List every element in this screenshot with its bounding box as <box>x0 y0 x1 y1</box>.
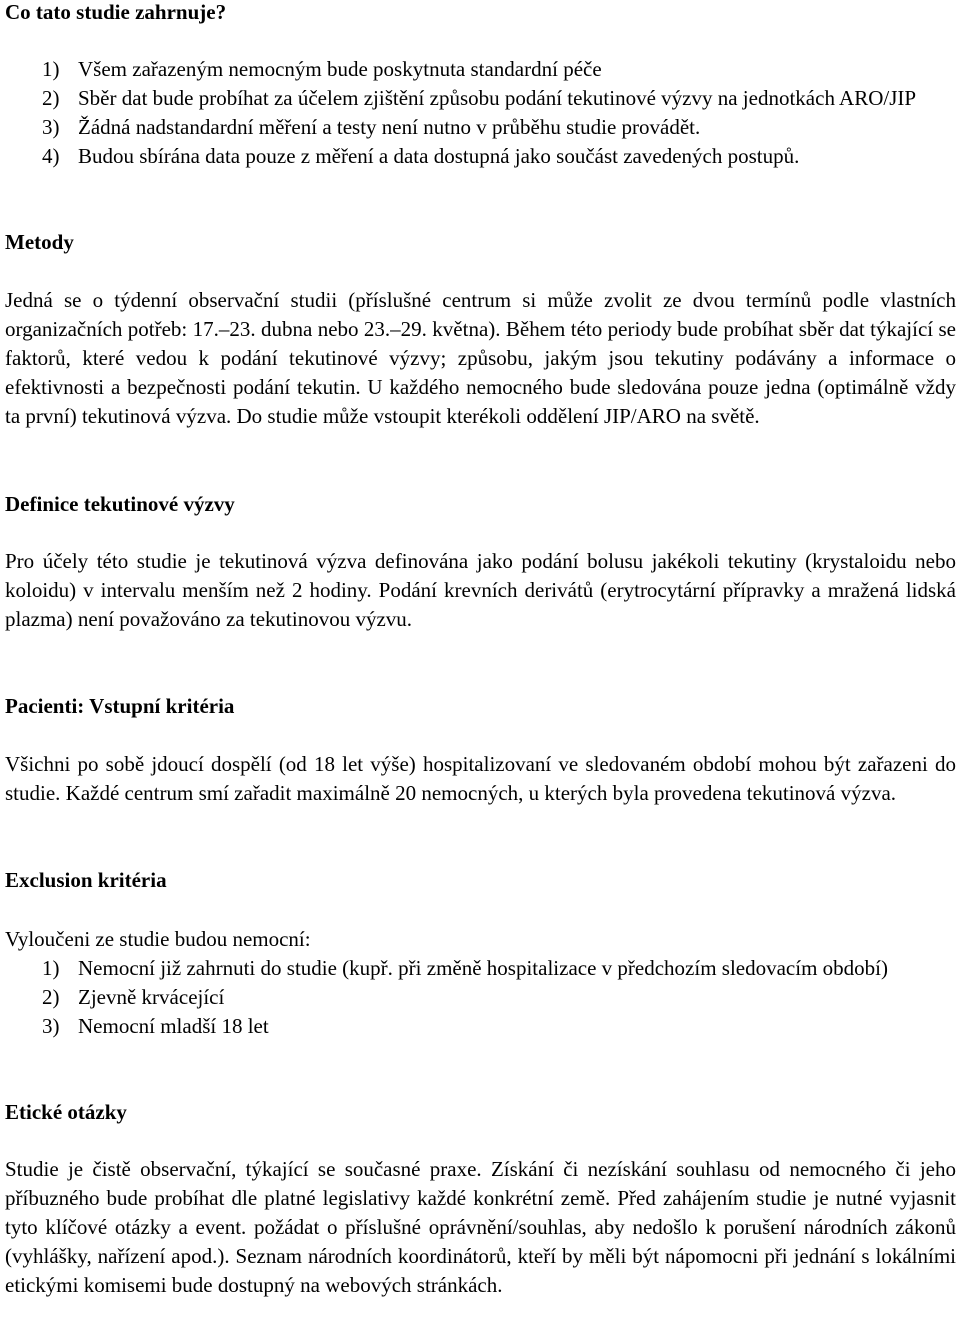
list-item <box>42 142 956 171</box>
list-item <box>42 55 956 84</box>
section-heading-eticke: Etické otázky <box>5 1100 127 1124</box>
metody-paragraph: Jedná se o týdenní observační studii (příslušné centrum si může zvolit ze dvou termínů podle vlastních organizačních potřeb: 17.–23. dubna nebo 23.–29. května). Během této periody bude probíhat sběr dat týkající se faktorů, které vedou k podání tekutinové výzvy; způsobu, jakým jsou tekutiny podávány a informace o efektivnosti a bezpečnosti podání tekutin. U každého nemocného bude sledována pouze jedna (optimálně vždy ta první) tekutinová výzva. Do studie může vstoupit kterékoli oddělení JIP/ARO na světě. <box>5 288 956 428</box>
section-heading-pacienti: Pacienti: Vstupní kritéria <box>5 694 235 718</box>
list-text: Nemocní již zahrnuti do studie (kupř. při změně hospitalizace v předchozím sledovacím období) <box>78 956 888 980</box>
list-text: Žádná nadstandardní měření a testy není nutno v průběhu studie provádět. <box>78 115 701 139</box>
list-item <box>42 84 956 113</box>
definice-paragraph: Pro účely této studie je tekutinová výzva definována jako podání bolusu jakékoli tekutiny (krystaloidu nebo koloidu) v intervalu menším než 2 hodiny. Podání krevních derivátů (erytrocytární přípravky a mražená lidská plazma) není považováno za tekutinovou výzvu. <box>5 549 956 631</box>
list-item <box>42 983 956 1012</box>
section-heading-exclusion: Exclusion kritéria <box>5 868 167 892</box>
section-heading-metody: Metody <box>5 230 74 254</box>
section-heading-definice: Definice tekutinové výzvy <box>5 492 235 516</box>
list-text: Zjevně krvácející <box>78 985 225 1009</box>
eticke-paragraph: Studie je čistě observační, týkající se současné praxe. Získání či nezískání souhlasu od nemocného či jeho příbuzného bude probíhat dle platné legislativy každé konkrétní země. Před zahájením studie je nutné vyjasnit tyto klíčové otázky a event. požádat o příslušné oprávnění/souhlas, aby nedošlo k porušení národních zákonů (vyhlášky, nařízení apod.). Seznam národních koordinátorů, kteří by měli být nápomocni při jednání s lokálními etickými komisemi bude dostupný na webových stránkách. <box>5 1157 956 1297</box>
list-number: 2) <box>42 86 60 110</box>
list-number: 2) <box>42 985 60 1009</box>
list-number: 1) <box>42 57 60 81</box>
list-item <box>42 1012 956 1041</box>
list-text: Všem zařazeným nemocným bude poskytnuta standardní péče <box>78 57 602 81</box>
pacienti-paragraph: Všichni po sobě jdoucí dospělí (od 18 let výše) hospitalizovaní ve sledovaném období mohou být zařazeni do studie. Každé centrum smí zařadit maximálně 20 nemocných, u kterých byla provedena tekutinová výzva. <box>5 752 956 805</box>
exclusion-list <box>42 954 956 1041</box>
list-number: 3) <box>42 1014 60 1038</box>
list-number: 3) <box>42 115 60 139</box>
list-text: Nemocní mladší 18 let <box>78 1014 269 1038</box>
list-item <box>42 113 956 142</box>
intro-list <box>42 55 956 171</box>
list-number: 4) <box>42 144 60 168</box>
list-number: 1) <box>42 956 60 980</box>
list-text: Budou sbírána data pouze z měření a data dostupná jako součást zavedených postupů. <box>78 144 800 168</box>
exclusion-lead: Vyloučeni ze studie budou nemocní: <box>5 927 311 951</box>
list-item <box>42 954 956 983</box>
section-heading-intro: Co tato studie zahrnuje? <box>5 0 227 24</box>
list-text: Sběr dat bude probíhat za účelem zjištění způsobu podání tekutinové výzvy na jednotkách ARO/JIP <box>78 86 917 110</box>
